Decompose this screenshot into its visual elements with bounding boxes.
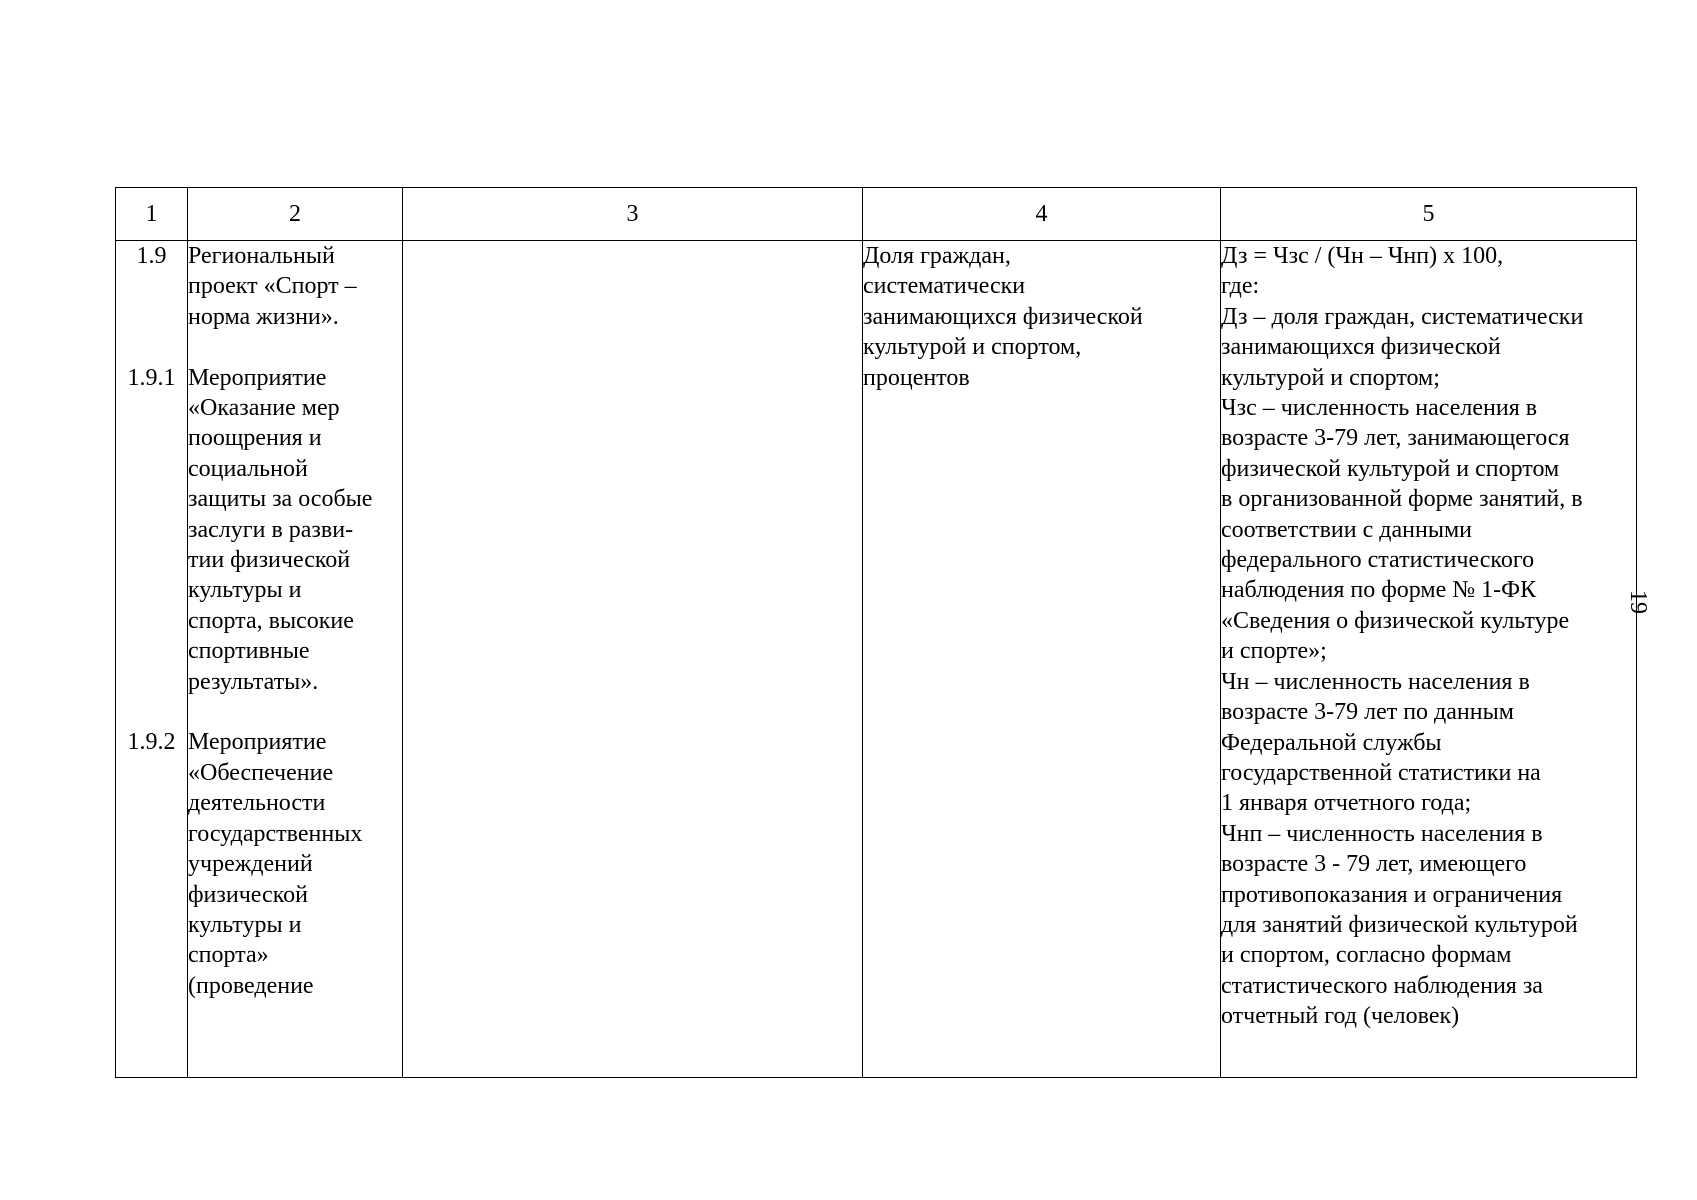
- spacer: [116, 636, 187, 666]
- column-header-2: 2: [188, 188, 403, 241]
- spacer: [116, 332, 187, 362]
- data-table: [115, 187, 1637, 1078]
- spacer: [188, 697, 402, 727]
- spacer: [116, 393, 187, 423]
- table-row: [116, 241, 1637, 1078]
- item-number: 1.9.1: [127, 364, 176, 391]
- table-header: [116, 188, 1637, 241]
- table-body: [116, 241, 1637, 1078]
- item-number-cell: [116, 241, 188, 1078]
- spacer: [116, 454, 187, 484]
- item-description-cell: [188, 241, 403, 1078]
- formula-cell: [1221, 241, 1637, 1078]
- spacer: [116, 515, 187, 545]
- column-3-cell: [403, 241, 863, 1078]
- header-row: [116, 188, 1637, 241]
- item-number: 1.9: [136, 243, 167, 269]
- column-header-5: 5: [1221, 188, 1637, 241]
- spacer: [116, 697, 187, 727]
- indicator-cell: [863, 241, 1221, 1078]
- spacer: [116, 271, 187, 301]
- item-number: 1.9.2: [127, 729, 176, 756]
- spacer: [116, 667, 187, 697]
- spacer: [116, 302, 187, 332]
- item-description: Региональный проект «Спорт – норма жизни».: [188, 243, 357, 330]
- spacer: [116, 606, 187, 636]
- formula-text: Дз = Чзс / (Чн – Чнп) х 100, где: Дз – доля граждан, систематически занимающихся физической культурой и спортом; Чзс – численность населения в возрасте 3-79 лет, занимающегося физической культурой и спортом в организованной форме занятий, в соответствии с данными федерального статистического наблюдения по форме № 1-ФК «Сведения о физической культуре и спорте»; Чн – численность населения в возрасте 3-79 лет по данным Федеральной службы государственной статистики на 1 января отчетного года; Чнп – численность населения в возрасте 3 - 79 лет, имеющего противопоказания и ограничения для занятий физической культурой и спортом, согласно формам статистического наблюдения за отчетный год (человек): [1221, 243, 1584, 1030]
- spacer: [116, 423, 187, 453]
- spacer: [116, 484, 187, 514]
- indicator-text: Доля граждан, систематически занимающихся физической культурой и спортом, процентов: [863, 243, 1143, 391]
- column-header-4: 4: [863, 188, 1221, 241]
- spacer: [116, 545, 187, 575]
- spacer: [188, 332, 402, 362]
- item-description: Мероприятие «Оказание мер поощрения и социальной защиты за особые заслуги в разви- тии физической культуры и спорта, высокие спортивные результаты».: [188, 364, 373, 695]
- item-description: Мероприятие «Обеспечение деятельности государственных учреждений физической культуры и спорта» (проведение: [188, 729, 363, 999]
- column-header-3: 3: [403, 188, 863, 241]
- spacer: [116, 575, 187, 605]
- page-number: 19: [1625, 590, 1651, 614]
- column-header-1: 1: [116, 188, 188, 241]
